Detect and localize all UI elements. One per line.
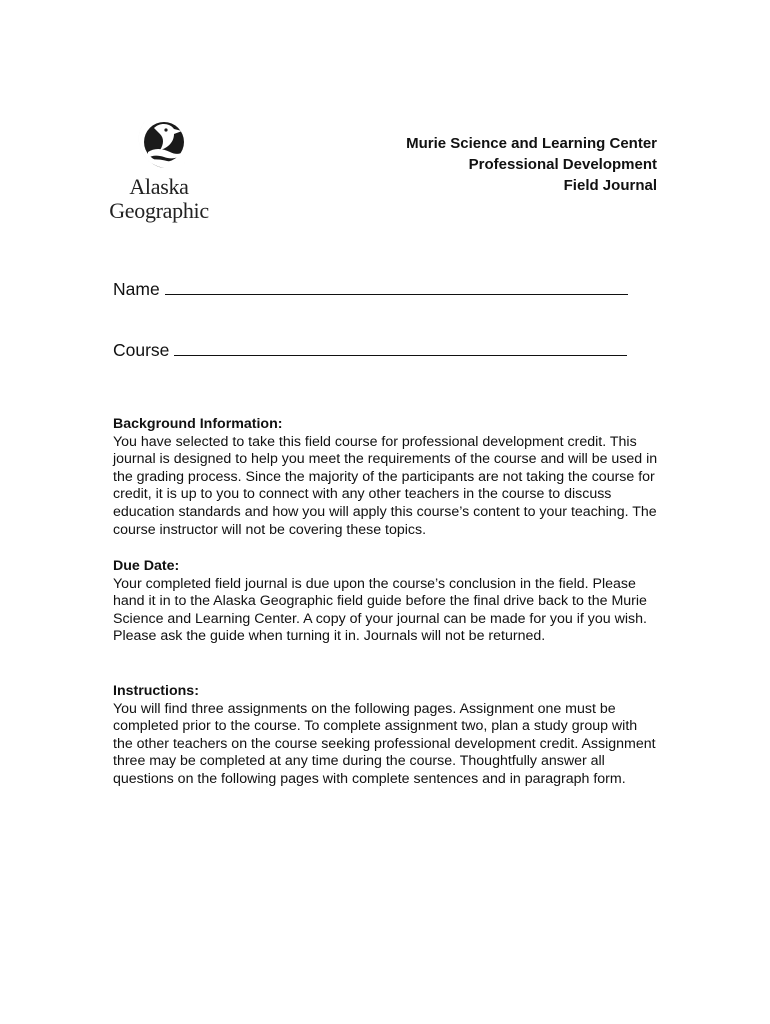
course-field-row — [113, 340, 627, 361]
instructions-body: You will find three assignments on the following pages. Assignment one must be completed prior to the course. To complete assignment two, plan a study group with the other teachers on the course seeking professional development credit. Assignment three may be completed at any time during the course. Thoughtfully answer all questions on the following pages with complete sentences and in paragraph form. — [113, 700, 656, 787]
background-section — [113, 416, 658, 539]
raven-seal-icon — [120, 112, 198, 176]
logo-text-line2: Geographic — [109, 198, 209, 223]
name-field-row — [113, 279, 628, 300]
logo-text-line1: Alaska — [129, 174, 189, 199]
due-date-body: Your completed field journal is due upon the course’s conclusion in the field. Please hand it in to the Alaska Geographic field guide before the final drive back to the Murie Science and Learning Center. A copy of your journal can be made for you if you wish. Please ask the guide when turning it in. Journals will not be returned. — [113, 575, 647, 645]
header-program: Professional Development — [468, 156, 657, 173]
background-body: You have selected to take this field course for professional development credit. This journal is designed to help you meet the requirements of the course and will be used in the grading process. Since the majority of the participants are not taking the course for credit, it is up to you to connect with any other teachers in the course to discuss education standards and how you will apply this course’s content to your teaching. The course instructor will not be covering these topics. — [113, 433, 658, 538]
name-label: Name — [113, 279, 160, 299]
course-blank-line[interactable] — [174, 341, 627, 356]
header-title: Field Journal — [563, 177, 657, 194]
course-label: Course — [113, 340, 170, 360]
due-date-heading: Due Date: — [113, 558, 180, 574]
header-organization: Murie Science and Learning Center — [406, 135, 657, 152]
instructions-section — [113, 683, 658, 789]
document-header — [406, 133, 657, 196]
background-heading: Background Information: — [113, 416, 283, 432]
name-blank-line[interactable] — [165, 280, 628, 295]
due-date-section — [113, 558, 658, 646]
alaska-geographic-logo — [104, 112, 214, 230]
instructions-heading: Instructions: — [113, 683, 199, 699]
